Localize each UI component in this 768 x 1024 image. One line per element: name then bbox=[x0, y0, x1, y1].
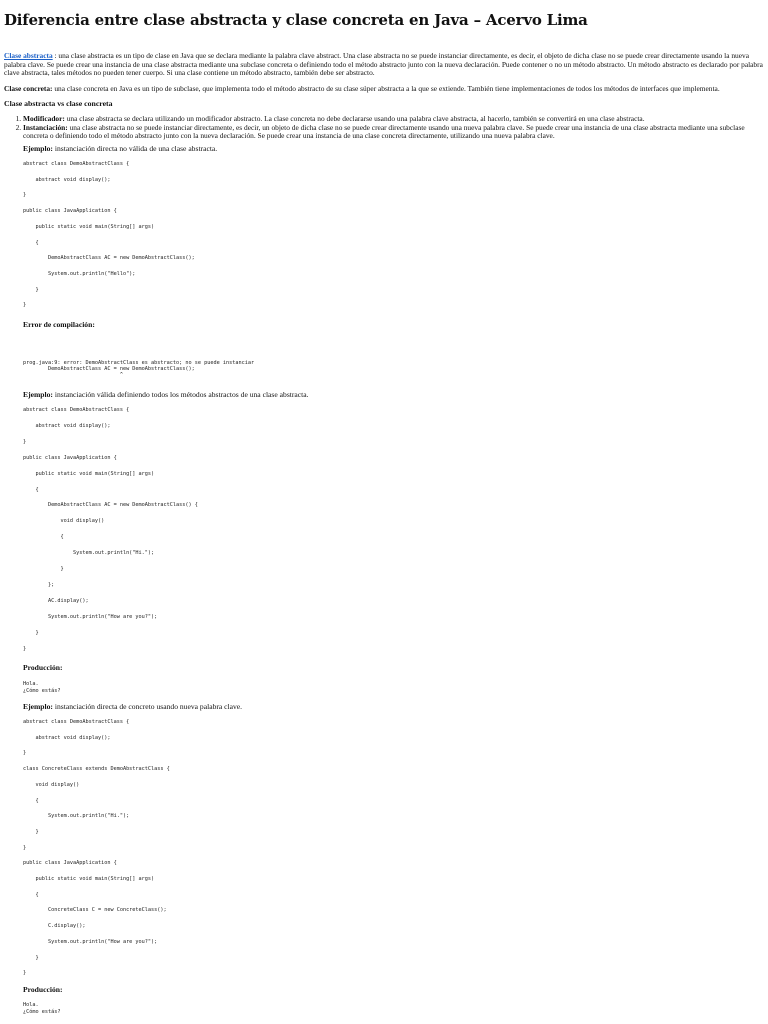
list-item-text: una clase abstracta no se puede instanciar directamente, es decir, un objeto de dicha clase no se puede crear directamente usando una nueva palabra clave. Se puede crear una instancia de una clase abstracta mediante una subclase concreta o definiendo todo el método abstracto junto con la nueva declaración. Se puede crear una instancia de una clase concreta directamente, utilizando una nueva palabra clave. bbox=[23, 122, 745, 141]
code-line: AC.display(); bbox=[23, 597, 89, 604]
article bbox=[4, 10, 764, 141]
output-heading-2: Producción: bbox=[23, 663, 63, 672]
code-line: abstract void display(); bbox=[23, 422, 111, 429]
code-line: } bbox=[23, 954, 39, 961]
output-heading-3: Producción: bbox=[23, 985, 63, 994]
section-heading: Clase abstracta vs clase concreta bbox=[4, 99, 113, 109]
code-line: }; bbox=[23, 581, 55, 588]
list-item-term: Modificador: bbox=[23, 113, 65, 123]
code-line: abstract void display(); bbox=[23, 176, 111, 183]
code-line: } bbox=[23, 844, 27, 851]
code-line: abstract class DemoAbstractClass { bbox=[23, 161, 130, 167]
abstract-definition-text: : una clase abstracta es un tipo de clase en Java que se declara mediante la palabra clave abstract. Una clase abstracta no se puede instanciar directamente, es decir, el objeto de dicha clase no se puede crear directamente usando la nueva palabra clave. Se puede crear una instancia de una clase abstracta mediante una subclase concreta o definiendo todo el método abstracto junto con la nueva declaración. Puede contener o no un método abstracto. Un método abstracto es declarado por palabra clave abstracta, tales métodos no pueden tener cuerpo. Si una clase contiene un método abstracto, también debe ser abstracto. bbox=[4, 51, 763, 78]
code-line: { bbox=[23, 797, 39, 804]
concrete-definition-text: una clase concreta en Java es un tipo de subclase, que implementa todo el método abstracto de su clase súper abstracta a la que se extiende. También tiene implementaciones de todos los métodos de interfaces que implementa. bbox=[52, 83, 720, 93]
list-item-term: Instanciación: bbox=[23, 122, 68, 132]
code-line: public class JavaApplication { bbox=[23, 454, 117, 461]
code-line: } bbox=[23, 302, 27, 309]
example-text: instanciación directa de concreto usando nueva palabra clave. bbox=[52, 702, 243, 711]
abstract-class-link[interactable]: Clase abstracta bbox=[4, 51, 53, 60]
code-line: DemoAbstractClass AC = new DemoAbstractClass() { bbox=[23, 502, 198, 509]
code-line: System.out.println("How are you?"); bbox=[23, 613, 158, 620]
compile-error-heading: Error de compilación: bbox=[23, 320, 95, 329]
code-line: void display() bbox=[23, 518, 105, 525]
code-line: public class JavaApplication { bbox=[23, 860, 117, 867]
code-line: C.display(); bbox=[23, 923, 86, 930]
code-line: DemoAbstractClass AC = new DemoAbstractClass(); bbox=[23, 255, 195, 262]
code-line: } bbox=[23, 192, 27, 199]
code-line: } bbox=[23, 970, 27, 977]
example-label: Ejemplo: bbox=[23, 702, 53, 711]
code-line: public static void main(String[] args) bbox=[23, 876, 155, 882]
example-3-caption bbox=[23, 702, 242, 711]
code-line: } bbox=[23, 286, 39, 293]
list-item-text: una clase abstracta se declara utilizando un modificador abstracto. La clase concreta no debe declararse usando una palabra clave abstracta, al hacerlo, también se convertirá en una clase abstracta. bbox=[64, 113, 645, 123]
abstract-definition bbox=[4, 52, 764, 78]
code-line: abstract class DemoAbstractClass { bbox=[23, 719, 130, 725]
code-line: } bbox=[23, 750, 27, 757]
list-item bbox=[23, 124, 764, 141]
code-line: ^ bbox=[23, 372, 123, 378]
comparison-list bbox=[4, 115, 764, 141]
code-line: public static void main(String[] args) bbox=[23, 223, 155, 230]
example-label: Ejemplo: bbox=[23, 390, 53, 399]
code-line: public static void main(String[] args) bbox=[23, 470, 155, 477]
code-line: } bbox=[23, 566, 64, 572]
example-2-caption bbox=[23, 390, 309, 399]
example-text: instanciación directa no válida de una clase abstracta. bbox=[52, 144, 218, 153]
code-line: { bbox=[23, 534, 64, 541]
code-line: { bbox=[23, 239, 39, 246]
example-label: Ejemplo: bbox=[23, 144, 53, 153]
concrete-definition bbox=[4, 85, 764, 94]
example-1-caption bbox=[23, 144, 217, 153]
code-line: abstract class DemoAbstractClass { bbox=[23, 407, 130, 413]
code-line: public class JavaApplication { bbox=[23, 208, 117, 215]
code-line: } bbox=[23, 645, 27, 652]
code-line: ConcreteClass C = new ConcreteClass(); bbox=[23, 907, 167, 914]
code-line: prog.java:9: error: DemoAbstractClass es abstracto; no se puede instanciar bbox=[23, 360, 255, 366]
page-title: Diferencia entre clase abstracta y clase concreta en Java – Acervo Lima bbox=[4, 11, 588, 29]
code-line: } bbox=[23, 828, 39, 835]
code-line: class ConcreteClass extends DemoAbstractClass { bbox=[23, 766, 170, 773]
code-line: Hola. bbox=[23, 681, 39, 687]
code-line: ¿Cómo estás? bbox=[23, 687, 61, 694]
code-line: System.out.println("Hello"); bbox=[23, 270, 136, 277]
code-line: { bbox=[23, 891, 39, 898]
concrete-term: Clase concreta: bbox=[4, 83, 53, 93]
code-line: void display() bbox=[23, 781, 80, 788]
code-line: DemoAbstractClass AC = new DemoAbstractClass(); bbox=[23, 366, 195, 372]
code-line: System.out.println("How are you?"); bbox=[23, 938, 158, 945]
code-line: Hola. bbox=[23, 1002, 39, 1008]
code-line: } bbox=[23, 438, 27, 445]
code-line: { bbox=[23, 486, 39, 493]
code-line: System.out.println("Hi."); bbox=[23, 813, 130, 820]
example-text: instanciación válida definiendo todos los métodos abstractos de una clase abstracta. bbox=[52, 390, 309, 399]
code-line: } bbox=[23, 629, 39, 636]
code-line: ¿Cómo estás? bbox=[23, 1008, 61, 1015]
code-line: abstract void display(); bbox=[23, 734, 111, 741]
code-line: System.out.println("Hi."); bbox=[23, 550, 155, 557]
